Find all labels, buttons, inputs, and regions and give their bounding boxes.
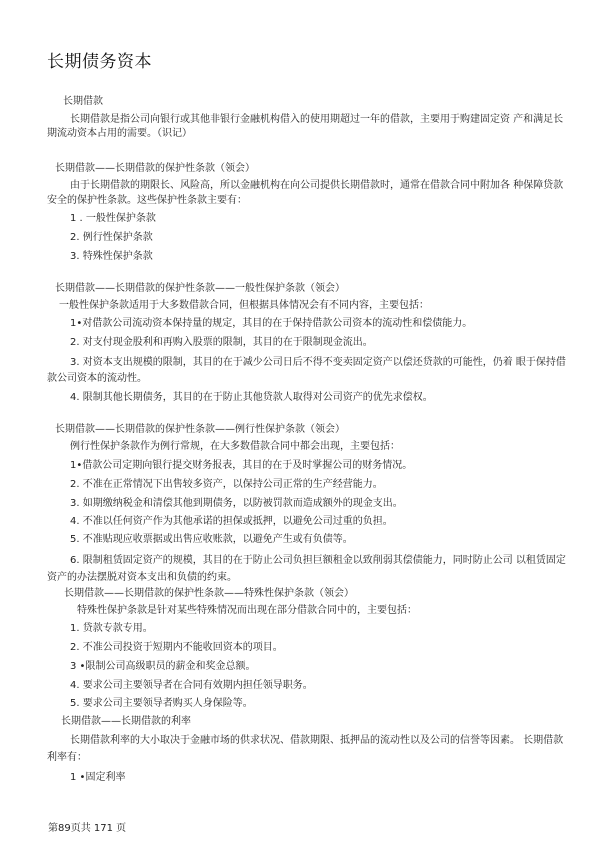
section-heading: 长期借款——长期借款的保护性条款（领会） xyxy=(55,163,255,174)
list-item: 2. 对支付现金股利和再购入股票的限制，其目的在于限制现金流出。 xyxy=(70,337,373,348)
list-item: 1. 贷款专款专用。 xyxy=(70,623,153,634)
paragraph-line: 安全的保护性条款。这些保护性条款主要有： xyxy=(47,195,247,206)
list-item: 2. 不准在正常情况下出售较多资产，以保持公司正常的生产经营能力。 xyxy=(70,479,383,490)
list-item: 1•对借款公司流动资本保持量的规定，其目的在于保持借款公司资本的流动性和偿债能力。 xyxy=(70,318,473,329)
page-number-footer: 第89页共 171 页 xyxy=(48,823,127,834)
section-heading: 长期借款——长期借款的利率 xyxy=(61,716,191,727)
paragraph-line: 利率有： xyxy=(47,752,87,763)
list-item: 3 •限制公司高级职员的薪金和奖金总额。 xyxy=(70,661,256,672)
list-item: 5. 要求公司主要领导者购买人身保险等。 xyxy=(70,698,253,709)
list-item: 3. 特殊性保护条款 xyxy=(70,251,153,262)
list-item: 5. 不准贴现应收票据或出售应收账款，以避免产生或有负债等。 xyxy=(70,534,353,545)
list-item: 3. 对资本支出规模的限制，其目的在于减少公司日后不得不变卖固定资产以偿还贷款的可能性，仍着 眼于保持借 xyxy=(70,357,566,368)
page-title: 长期债务资本 xyxy=(47,52,152,72)
paragraph-line: 期流动资本占用的需要。（识记） xyxy=(47,128,192,139)
paragraph-line: 由于长期借款的期限长、风险高，所以金融机构在向公司提供长期借款时，通常在借款合同中附加各 种保障贷款 xyxy=(70,180,564,191)
list-item: 1 •固定利率 xyxy=(70,772,126,783)
paragraph-line: 一般性保护条款适用于大多数借款合同，但根据具体情况会有不同内容，主要包括： xyxy=(59,300,429,311)
paragraph-line: 例行性保护条款作为例行常规，在大多数借款合同中都会出现，主要包括： xyxy=(70,441,400,452)
heading-long-term-loan: 长期借款 xyxy=(63,96,103,107)
paragraph-line: 长期借款利率的大小取决于金融市场的供求状况、借款期限、抵押品的流动性以及公司的信誉等因素。 长期借款 xyxy=(70,735,564,746)
section-heading: 长期借款——长期借款的保护性条款——特殊性保护条款（领会） xyxy=(64,588,354,599)
list-item: 1 . 一般性保护条款 xyxy=(70,213,156,224)
paragraph-line: 长期借款是指公司向银行或其他非银行金融机构借入的使用期超过一年的借款，主要用于购建固定资 产和满足长 xyxy=(70,114,564,125)
list-item-continuation: 款公司资本的流动性。 xyxy=(47,373,147,384)
paragraph-line: 特殊性保护条款是针对某些特殊情况而出现在部分借款合同中的，主要包括： xyxy=(77,605,417,616)
list-item: 4. 要求公司主要领导者在合同有效期内担任领导职务。 xyxy=(70,680,313,691)
list-item: 4. 不准以任何资产作为其他承诺的担保或抵押，以避免公司过重的负担。 xyxy=(70,516,393,527)
list-item: 6. 限制租赁固定资产的规模，其目的在于防止公司负担巨额租金以致削弱其偿债能力，同时防止公司 以租赁固定 xyxy=(70,555,566,566)
list-item: 1•借款公司定期向银行提交财务报表，其目的在于及时掌握公司的财务情况。 xyxy=(70,460,413,471)
list-item-continuation: 资产的办法摆脱对资本支出和负债的约束。 xyxy=(47,572,237,583)
list-item: 3. 如期缴纳税金和清偿其他到期债务，以防被罚款而造成额外的现金支出。 xyxy=(70,498,403,509)
section-heading: 长期借款——长期借款的保护性条款——例行性保护条款（领会） xyxy=(55,424,345,435)
list-item: 2. 不准公司投资于短期内不能收回资本的项目。 xyxy=(70,642,283,653)
section-heading: 长期借款——长期借款的保护性条款——一般性保护条款（领会） xyxy=(55,283,345,294)
list-item: 2. 例行性保护条款 xyxy=(70,232,153,243)
list-item: 4. 限制其他长期债务，其目的在于防止其他贷款人取得对公司资产的优先求偿权。 xyxy=(70,392,433,403)
